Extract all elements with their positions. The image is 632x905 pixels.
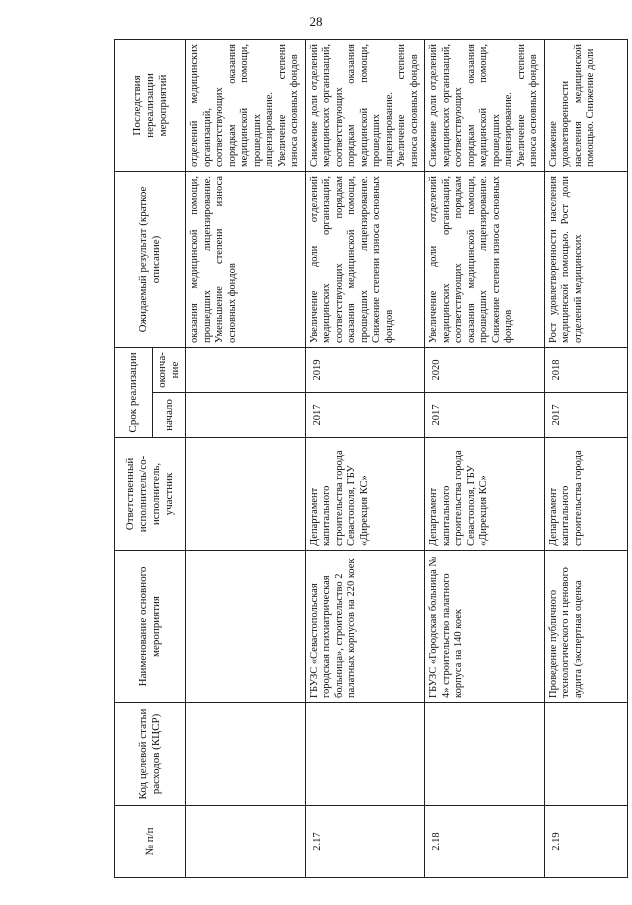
row-consequences: Снижение доли отделений медицинских организаций, соответствующих порядкам оказания медицинской помощи, прошедших лицензирование. Увеличение степени износа основных фондов (425, 39, 545, 171)
header-num: № п/п (115, 806, 186, 878)
row-code (425, 703, 545, 806)
rotated-table-container (114, 40, 596, 878)
row-start: 2017 (544, 393, 627, 438)
row-start: 2017 (305, 393, 425, 438)
row-num: 2.18 (425, 806, 545, 878)
header-row (115, 39, 153, 877)
cont-consequences: отделений медицинских организаций, соответствующих порядкам оказания медицинской помощи, прошедших лицензирование. Увеличение степени износа основных фондов (186, 39, 306, 171)
cont-num (186, 806, 306, 878)
continuation-row (186, 39, 306, 877)
row-consequences: Снижение доли отделений медицинских организаций, соответствующих порядкам оказания медицинской помощи, прошедших лицензирование. Увеличение степени износа основных фондов (305, 39, 425, 171)
cont-start (186, 393, 306, 438)
row-responsible: Департамент капитального строительства города (544, 438, 627, 551)
row-result: Увеличение доли отделений медицинских организаций, соответствующих порядкам оказания медицинской помощи, прошедших лицензирование. Снижение степени износа основных фондов (305, 171, 425, 347)
cont-name (186, 551, 306, 703)
header-consequences: Последствия нереализации мероприятий (115, 39, 186, 171)
measures-table (114, 39, 628, 878)
row-num: 2.17 (305, 806, 425, 878)
header-end: оконча-ние (153, 347, 186, 392)
header-start: начало (153, 393, 186, 438)
cont-responsible (186, 438, 306, 551)
cont-result: оказания медицинской помощи, прошедших лицензирование. Уменьшение степени износа основных фондов (186, 171, 306, 347)
row-result: Увеличение доли отделений медицинских организаций, соответствующих порядкам оказания медицинской помощи, прошедших лицензирование. Снижение степени износа основных фондов (425, 171, 545, 347)
row-result: Рост удовлетворенности населения медицинской помощью. Рост доли отделений медицинских (544, 171, 627, 347)
table-row (544, 39, 627, 877)
row-start: 2017 (425, 393, 545, 438)
row-responsible: Департамент капитального строительства города Севастополя, ГБУ «Дирекция КС» (425, 438, 545, 551)
header-name: Наименование основного мероприятия (115, 551, 186, 703)
header-result: Ожидаемый результат (краткое описание) (115, 171, 186, 347)
row-name: ГБУЗС «Севастопольская городская психиатрическая больница», строительство 2 палатных корпусов на 220 коек (305, 551, 425, 703)
row-name: Проведение публичного технологического и ценового аудита (экспертная оценка (544, 551, 627, 703)
row-end: 2019 (305, 347, 425, 392)
row-consequences: Снижение удовлетворенности населения медицинской помощью. Снижение доли (544, 39, 627, 171)
row-end: 2018 (544, 347, 627, 392)
cont-end (186, 347, 306, 392)
table-row (305, 39, 425, 877)
table-row (425, 39, 545, 877)
header-responsible: Ответственный исполнитель/со-исполнитель, участник (115, 438, 186, 551)
row-code (544, 703, 627, 806)
header-code: Код целевой статьи расходов (КЦСР) (115, 703, 186, 806)
page-number: 28 (309, 14, 323, 29)
row-code (305, 703, 425, 806)
row-end: 2020 (425, 347, 545, 392)
header-period: Срок реализации (115, 347, 153, 437)
row-responsible: Департамент капитального строительства города Севастополя, ГБУ «Дирекция КС» (305, 438, 425, 551)
cont-code (186, 703, 306, 806)
row-num: 2.19 (544, 806, 627, 878)
row-name: ГБУЗС «Городская больница № 4» строительство палатного корпуса на 140 коек (425, 551, 545, 703)
